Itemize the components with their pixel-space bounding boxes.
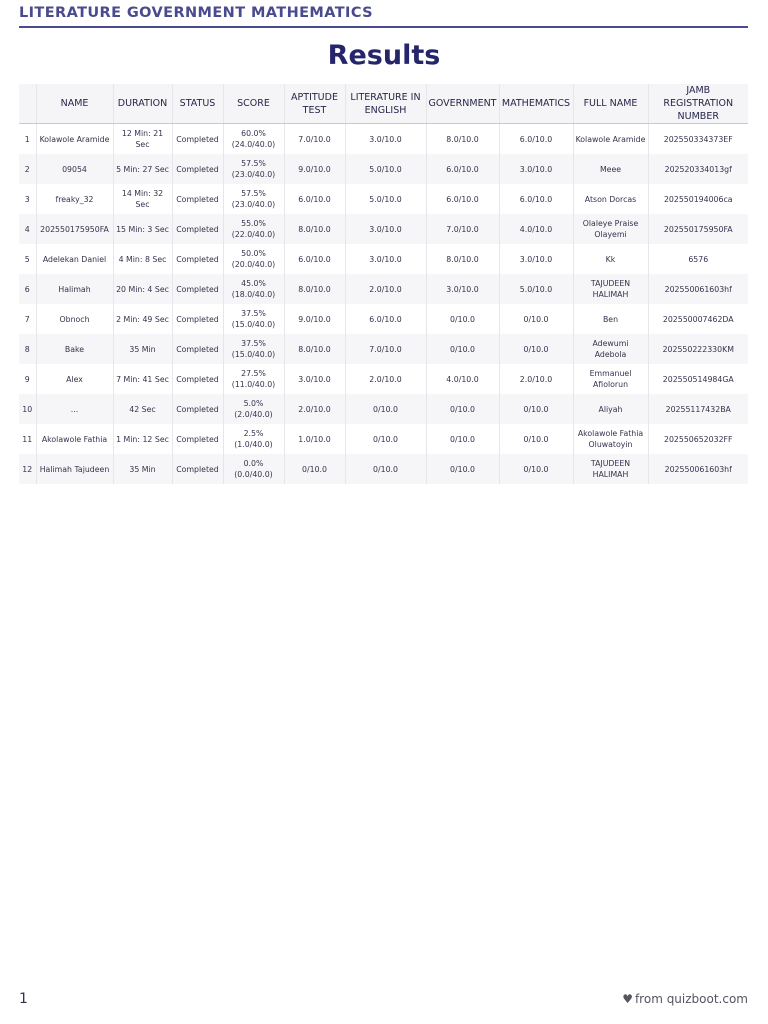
score-cell: 37.5% (15.0/40.0) [223, 304, 284, 334]
literature-cell: 6.0/10.0 [345, 304, 426, 334]
duration-cell: 20 Min: 4 Sec [113, 274, 172, 304]
status-cell: Completed [172, 424, 223, 454]
jamb-number-cell: 202550222330KM [648, 334, 748, 364]
name-cell: 09054 [36, 154, 113, 184]
full-name-cell: Kolawole Aramide [573, 124, 648, 155]
aptitude-test-cell: 6.0/10.0 [284, 184, 345, 214]
jamb-number-cell: 202550334373EF [648, 124, 748, 155]
full-name-cell: TAJUDEEN HALIMAH [573, 454, 648, 484]
literature-cell: 5.0/10.0 [345, 154, 426, 184]
name-cell: freaky_32 [36, 184, 113, 214]
government-cell: 4.0/10.0 [426, 364, 499, 394]
status-cell: Completed [172, 184, 223, 214]
name-cell: Alex [36, 364, 113, 394]
document-header-title: LITERATURE GOVERNMENT MATHEMATICS [19, 5, 373, 21]
literature-cell: 5.0/10.0 [345, 184, 426, 214]
table-body [19, 124, 748, 485]
table-row [19, 454, 748, 484]
full-name-cell: Ben [573, 304, 648, 334]
mathematics-cell: 0/10.0 [499, 394, 573, 424]
column-header-status: STATUS [172, 84, 223, 124]
row-index-cell: 1 [19, 124, 36, 155]
heart-icon: ♥ [622, 992, 633, 1006]
name-cell: Akolawole Fathia [36, 424, 113, 454]
mathematics-cell: 0/10.0 [499, 424, 573, 454]
table-row [19, 304, 748, 334]
full-name-cell: Aliyah [573, 394, 648, 424]
aptitude-test-cell: 2.0/10.0 [284, 394, 345, 424]
table-row [19, 124, 748, 155]
government-cell: 8.0/10.0 [426, 244, 499, 274]
column-header-literature-in-english: LITERATURE IN ENGLISH [345, 84, 426, 124]
aptitude-test-cell: 0/10.0 [284, 454, 345, 484]
row-index-cell: 11 [19, 424, 36, 454]
jamb-number-cell: 202550194006ca [648, 184, 748, 214]
government-cell: 0/10.0 [426, 394, 499, 424]
score-cell: 5.0% (2.0/40.0) [223, 394, 284, 424]
duration-cell: 4 Min: 8 Sec [113, 244, 172, 274]
jamb-number-cell: 202550175950FA [648, 214, 748, 244]
duration-cell: 35 Min [113, 454, 172, 484]
jamb-number-cell: 202550061603hf [648, 274, 748, 304]
status-cell: Completed [172, 124, 223, 155]
score-cell: 60.0% (24.0/40.0) [223, 124, 284, 155]
mathematics-cell: 6.0/10.0 [499, 124, 573, 155]
duration-cell: 5 Min: 27 Sec [113, 154, 172, 184]
jamb-number-cell: 202520334013gf [648, 154, 748, 184]
page-title: Results [327, 40, 441, 71]
status-cell: Completed [172, 244, 223, 274]
literature-cell: 0/10.0 [345, 454, 426, 484]
score-cell: 45.0% (18.0/40.0) [223, 274, 284, 304]
mathematics-cell: 3.0/10.0 [499, 244, 573, 274]
literature-cell: 0/10.0 [345, 424, 426, 454]
status-cell: Completed [172, 394, 223, 424]
column-header-duration: DURATION [113, 84, 172, 124]
aptitude-test-cell: 7.0/10.0 [284, 124, 345, 155]
duration-cell: 35 Min [113, 334, 172, 364]
table-row [19, 334, 748, 364]
name-cell: 202550175950FA [36, 214, 113, 244]
results-table [19, 84, 748, 484]
row-index-cell: 7 [19, 304, 36, 334]
aptitude-test-cell: 1.0/10.0 [284, 424, 345, 454]
row-index-cell: 5 [19, 244, 36, 274]
score-cell: 27.5% (11.0/40.0) [223, 364, 284, 394]
literature-cell: 2.0/10.0 [345, 364, 426, 394]
name-cell: ... [36, 394, 113, 424]
table-row [19, 214, 748, 244]
literature-cell: 3.0/10.0 [345, 124, 426, 155]
government-cell: 7.0/10.0 [426, 214, 499, 244]
full-name-cell: Olaleye Praise Olayemi [573, 214, 648, 244]
government-cell: 6.0/10.0 [426, 154, 499, 184]
status-cell: Completed [172, 304, 223, 334]
column-header-government: GOVERNMENT [426, 84, 499, 124]
full-name-cell: Meee [573, 154, 648, 184]
name-cell: Bake [36, 334, 113, 364]
footer-credit-text: from quizboot.com [634, 992, 748, 1006]
literature-cell: 3.0/10.0 [345, 214, 426, 244]
government-cell: 8.0/10.0 [426, 124, 499, 155]
table-row [19, 244, 748, 274]
column-header-full-name: FULL NAME [573, 84, 648, 124]
mathematics-cell: 2.0/10.0 [499, 364, 573, 394]
mathematics-cell: 0/10.0 [499, 304, 573, 334]
table-row [19, 154, 748, 184]
duration-cell: 42 Sec [113, 394, 172, 424]
duration-cell: 12 Min: 21 Sec [113, 124, 172, 155]
mathematics-cell: 0/10.0 [499, 334, 573, 364]
aptitude-test-cell: 8.0/10.0 [284, 334, 345, 364]
duration-cell: 2 Min: 49 Sec [113, 304, 172, 334]
aptitude-test-cell: 9.0/10.0 [284, 154, 345, 184]
aptitude-test-cell: 3.0/10.0 [284, 364, 345, 394]
table-row [19, 184, 748, 214]
row-index-cell: 4 [19, 214, 36, 244]
aptitude-test-cell: 6.0/10.0 [284, 244, 345, 274]
footer-credit [622, 992, 748, 1006]
government-cell: 0/10.0 [426, 424, 499, 454]
jamb-number-cell: 6576 [648, 244, 748, 274]
literature-cell: 3.0/10.0 [345, 244, 426, 274]
score-cell: 0.0% (0.0/40.0) [223, 454, 284, 484]
full-name-cell: Akolawole Fathia Oluwatoyin [573, 424, 648, 454]
jamb-number-cell: 20255117432BA [648, 394, 748, 424]
table-row [19, 364, 748, 394]
duration-cell: 14 Min: 32 Sec [113, 184, 172, 214]
name-cell: Adelekan Daniel [36, 244, 113, 274]
name-cell: Halimah Tajudeen [36, 454, 113, 484]
score-cell: 50.0% (20.0/40.0) [223, 244, 284, 274]
full-name-cell: TAJUDEEN HALIMAH [573, 274, 648, 304]
status-cell: Completed [172, 274, 223, 304]
score-cell: 55.0% (22.0/40.0) [223, 214, 284, 244]
full-name-cell: Kk [573, 244, 648, 274]
score-cell: 2.5% (1.0/40.0) [223, 424, 284, 454]
jamb-number-cell: 202550007462DA [648, 304, 748, 334]
table-row [19, 394, 748, 424]
aptitude-test-cell: 8.0/10.0 [284, 274, 345, 304]
row-index-cell: 9 [19, 364, 36, 394]
page-number: 1 [19, 991, 28, 1007]
row-index-cell: 6 [19, 274, 36, 304]
literature-cell: 0/10.0 [345, 394, 426, 424]
document-header [19, 4, 748, 28]
row-index-cell: 2 [19, 154, 36, 184]
literature-cell: 7.0/10.0 [345, 334, 426, 364]
table-row [19, 424, 748, 454]
jamb-number-cell: 202550652032FF [648, 424, 748, 454]
literature-cell: 2.0/10.0 [345, 274, 426, 304]
column-header-mathematics: MATHEMATICS [499, 84, 573, 124]
row-index-cell: 10 [19, 394, 36, 424]
status-cell: Completed [172, 364, 223, 394]
mathematics-cell: 6.0/10.0 [499, 184, 573, 214]
name-cell: Obnoch [36, 304, 113, 334]
aptitude-test-cell: 9.0/10.0 [284, 304, 345, 334]
column-header-jamb-registration-number: JAMB REGISTRATION NUMBER [648, 84, 748, 124]
column-header-index [19, 84, 36, 124]
score-cell: 57.5% (23.0/40.0) [223, 184, 284, 214]
government-cell: 3.0/10.0 [426, 274, 499, 304]
row-index-cell: 3 [19, 184, 36, 214]
duration-cell: 1 Min: 12 Sec [113, 424, 172, 454]
jamb-number-cell: 202550514984GA [648, 364, 748, 394]
table-row [19, 274, 748, 304]
row-index-cell: 8 [19, 334, 36, 364]
status-cell: Completed [172, 154, 223, 184]
column-header-score: SCORE [223, 84, 284, 124]
jamb-number-cell: 202550061603hf [648, 454, 748, 484]
mathematics-cell: 3.0/10.0 [499, 154, 573, 184]
mathematics-cell: 5.0/10.0 [499, 274, 573, 304]
mathematics-cell: 0/10.0 [499, 454, 573, 484]
duration-cell: 7 Min: 41 Sec [113, 364, 172, 394]
full-name-cell: Emmanuel Afiolorun [573, 364, 648, 394]
column-header-aptitude-test: APTITUDE TEST [284, 84, 345, 124]
government-cell: 0/10.0 [426, 334, 499, 364]
row-index-cell: 12 [19, 454, 36, 484]
status-cell: Completed [172, 454, 223, 484]
status-cell: Completed [172, 334, 223, 364]
column-header-name: NAME [36, 84, 113, 124]
mathematics-cell: 4.0/10.0 [499, 214, 573, 244]
score-cell: 37.5% (15.0/40.0) [223, 334, 284, 364]
full-name-cell: Atson Dorcas [573, 184, 648, 214]
name-cell: Halimah [36, 274, 113, 304]
government-cell: 6.0/10.0 [426, 184, 499, 214]
duration-cell: 15 Min: 3 Sec [113, 214, 172, 244]
aptitude-test-cell: 8.0/10.0 [284, 214, 345, 244]
government-cell: 0/10.0 [426, 304, 499, 334]
full-name-cell: Adewumi Adebola [573, 334, 648, 364]
score-cell: 57.5% (23.0/40.0) [223, 154, 284, 184]
status-cell: Completed [172, 214, 223, 244]
government-cell: 0/10.0 [426, 454, 499, 484]
name-cell: Kolawole Aramide [36, 124, 113, 155]
table-header-row [19, 84, 748, 124]
